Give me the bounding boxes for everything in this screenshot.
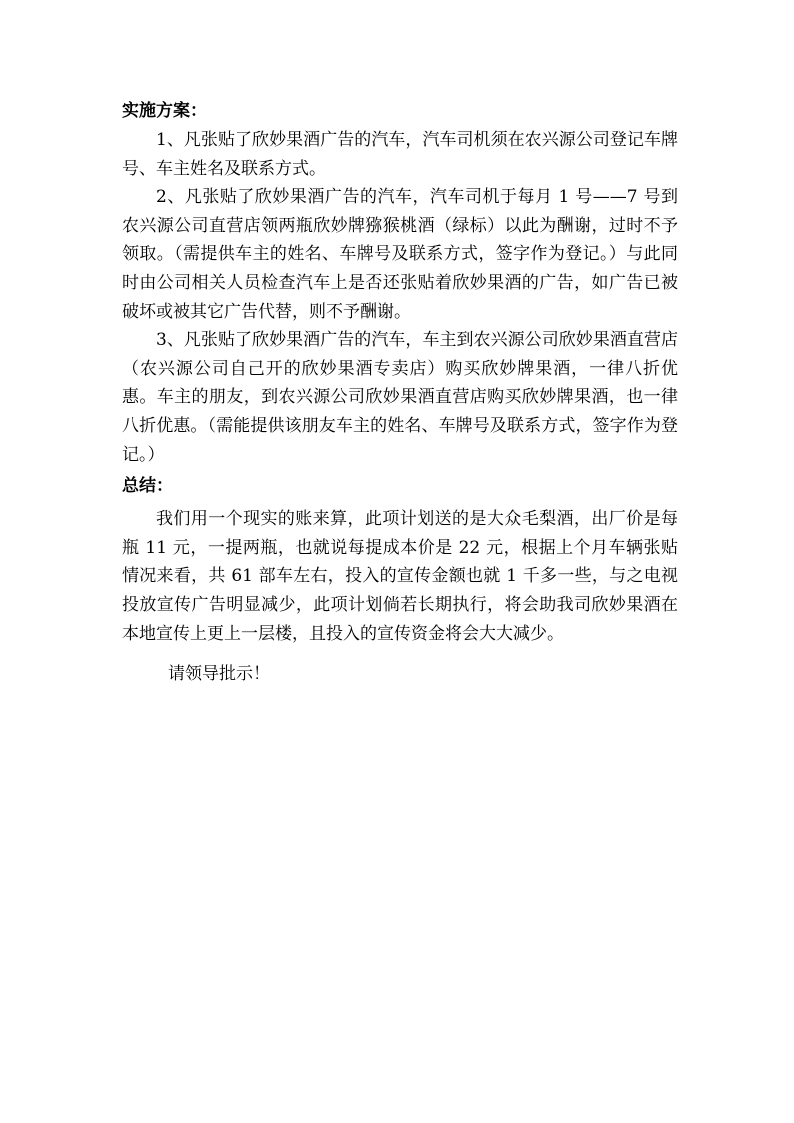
- summary-paragraph: 我们用一个现实的账来算，此项计划送的是大众毛梨酒，出厂价是每瓶 11 元，一提两瓶，也就说每提成本价是 22 元，根据上个月车辆张贴情况来看，共 61 部车左右，投入的宣传金额也就 1 千多一些，与之电视投放宣传广告明显减少，此项计划倘若长期执行，将会助我司欣妙果酒在本地宣传上更上一层楼，且投入的宣传资金将会大大减少。: [122, 509, 678, 644]
- plan-item-3: 3、凡张贴了欣妙果酒广告的汽车，车主到农兴源公司欣妙果酒直营店（农兴源公司自己开的欣妙果酒专卖店）购买欣妙牌果酒，一律八折优惠。车主的朋友，到农兴源公司欣妙果酒直营店购买欣妙牌果酒，也一律八折优惠。（需能提供该朋友车主的姓名、车牌号及联系方式，签字作为登记。）: [122, 330, 678, 465]
- plan-heading: 实施方案：: [122, 101, 207, 121]
- closing-request: 请领导批示！: [168, 664, 270, 685]
- plan-item-1: 1、凡张贴了欣妙果酒广告的汽车，汽车司机须在农兴源公司登记车牌号、车主姓名及联系方式。: [122, 130, 678, 179]
- summary-heading: 总结：: [122, 476, 173, 497]
- document-page: [122, 96, 678, 688]
- plan-item-2: 2、凡张贴了欣妙果酒广告的汽车，汽车司机于每月 1 号——7 号到农兴源公司直营店领两瓶欣妙牌猕猴桃酒（绿标）以此为酬谢，过时不予领取。（需提供车主的姓名、车牌号及联系方式，签字作为登记。）与此同时由公司相关人员检查汽车上是否还张贴着欣妙果酒的广告，如广告已被破坏或被其它广告代替，则不予酬谢。: [122, 187, 678, 322]
